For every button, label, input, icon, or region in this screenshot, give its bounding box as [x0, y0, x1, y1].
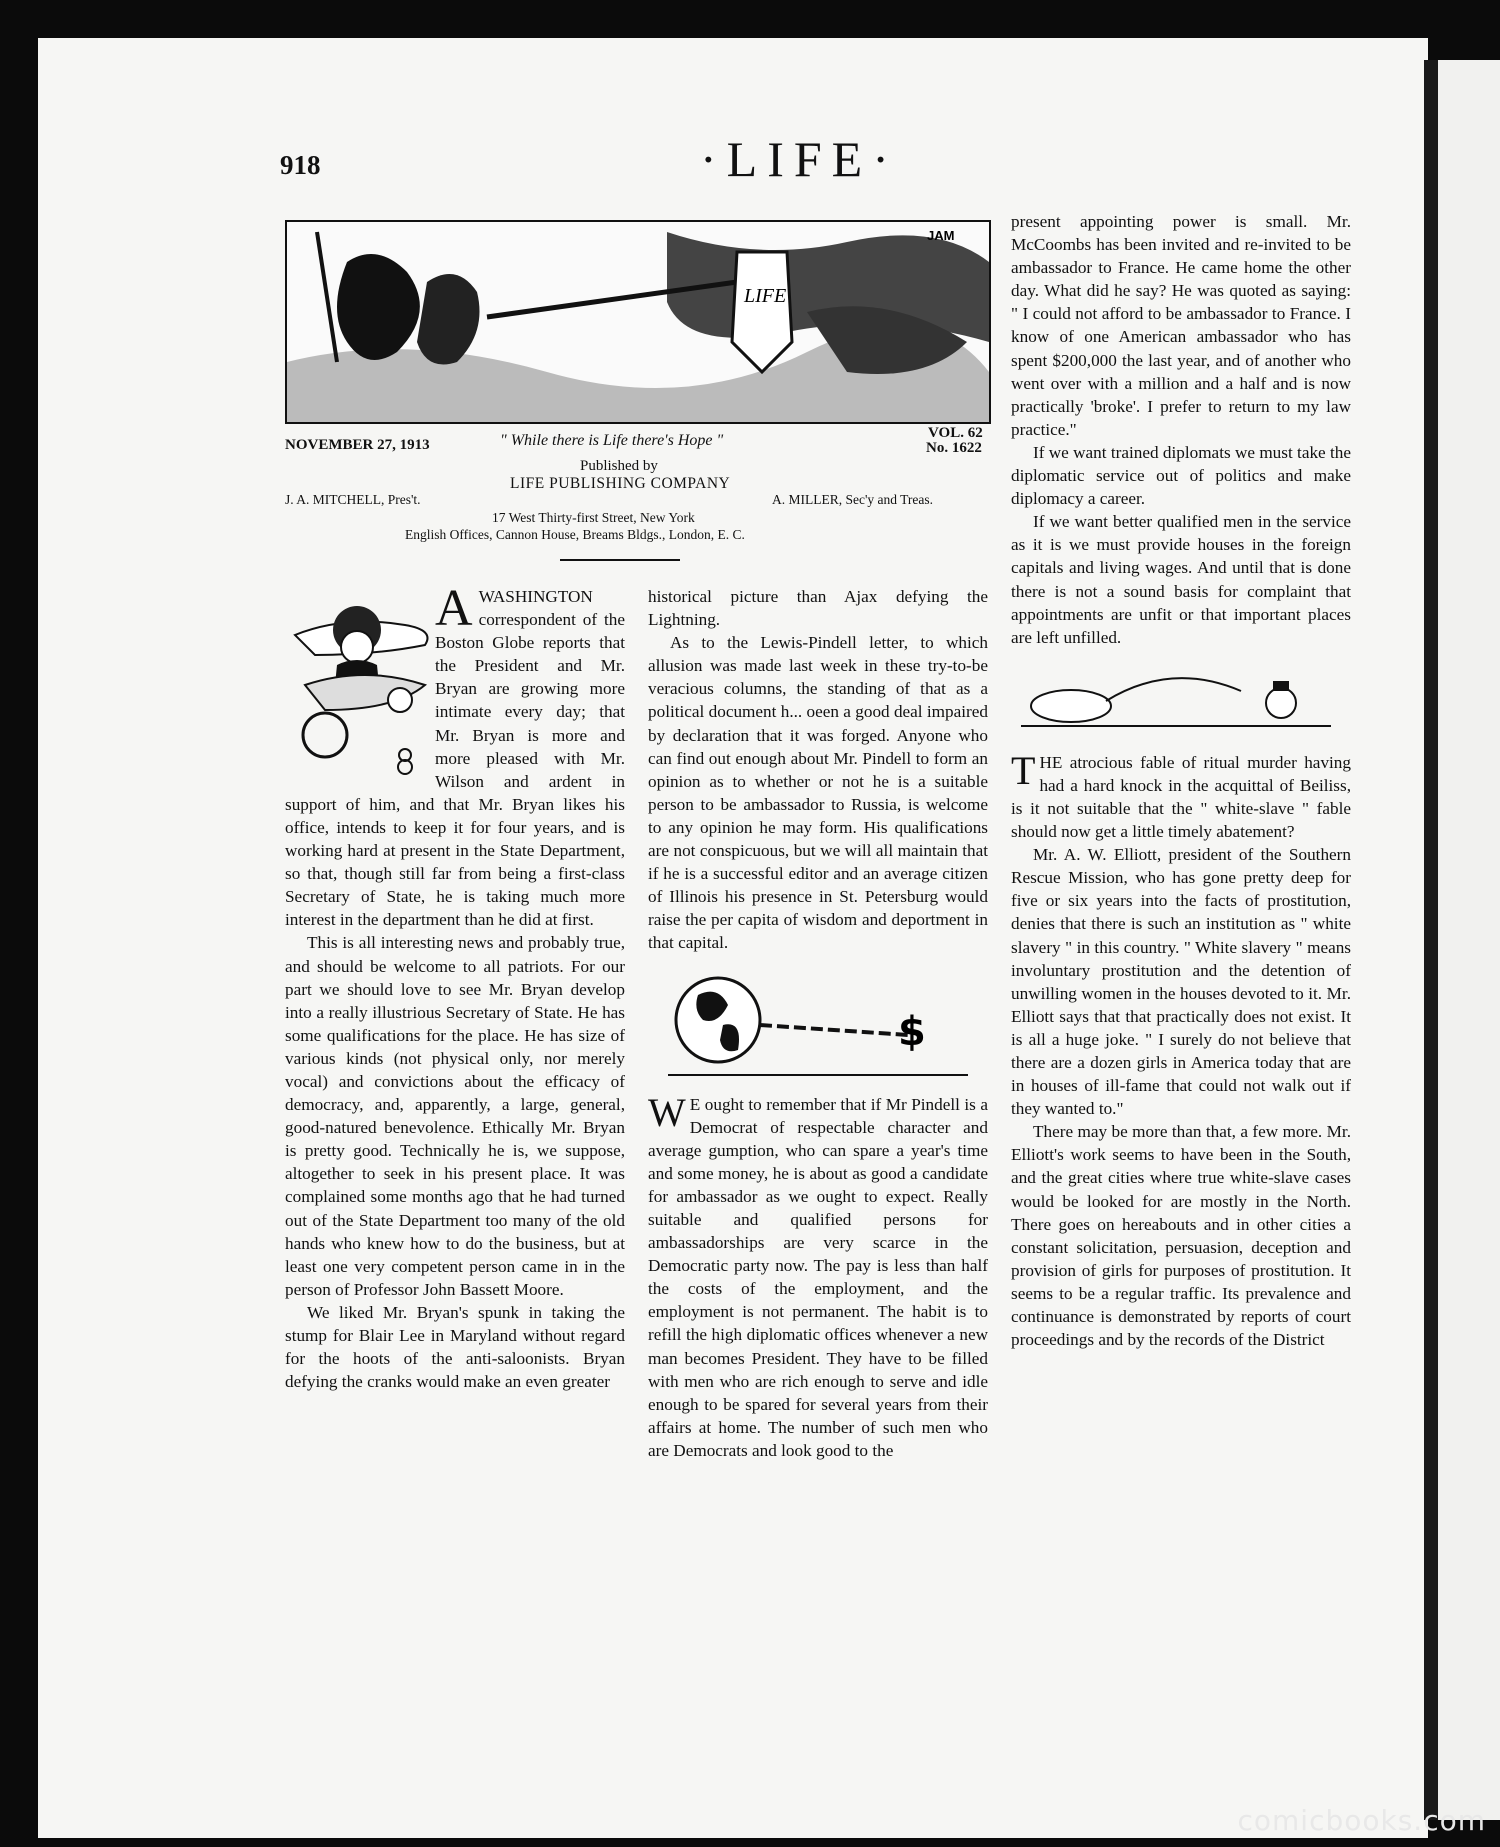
- motto: " While there is Life there's Hope ": [500, 432, 724, 449]
- col2-para-2: As to the Lewis-Pindell letter, to which allusion was made last week in these try-to-be veracious columns, the standing of that as a political document h... oeen a good deal impaired by declaration that it was forged. Anyone who can find out enough about Mr. Pindell to form an opinion as to whether or not he is a suitable person to be ambassador to Russia, is welcome to any opinion he may form. His qualifications are not conspicuous, but we will all maintain that if he is a successful editor and an average citizen of Illinois his presence in St. Petersburg would raise the per capita of wisdom and deportment in that capital.: [648, 633, 988, 953]
- svg-text:$: $: [898, 1008, 926, 1055]
- col1-para-2: This is all interesting news and probably true, and should be welcome to all patriots. For our part we should love to see Mr. Bryan develop into a really illustrious Secretary of State. He has some qualifications for the place. He has size of various kinds (not physical only, nor merely vocal) and convictions about the efficacy of democracy, and, apparently, a large, general, good-natured benevolence. Ethically Mr. Bryan is pretty good. Technically he is, we suppose, altogether to seek in his present place. It was complained some months ago that he had turned out of the State Department too many of the old hands who knew how to do the business, but at least one very competent person came in in the person of Professor John Bassett Moore.: [285, 933, 625, 1299]
- col1-para-1: WASHINGTON correspondent of the Boston Globe reports that the President and Mr. Bryan are growing more intimate every day; that Mr. Bryan is more and more pleased with Mr. Wilson and ardent in support of him, and that Mr. Bryan likes his office, intends to keep it for four years, and is working hard at present in the State Department, so that, though still far from being a first-class Secretary of State, he is taking much more interest in the department than he did at first.: [285, 587, 625, 930]
- facing-page-edge: [1438, 60, 1500, 1820]
- col2-para-3: E ought to remember that if Mr Pindell is a Democrat of respectable character and average gumption, who can spare a year's time and some money, he is about as good a candidate for ambassador as we ought to expect. Really suitable and qualified persons for ambassadorships are very scarce in the Democratic party now. The pay is less than half the costs of the employment, and the employment is not permanent. The habit is to refill the high diplomatic offices whenever a new man becomes President. They have to be filled with men who are rich enough to serve and idle enough to be spared for several years from their affairs at home. The number of such men who are Democrats and look good to the: [648, 1094, 988, 1460]
- publisher-company: LIFE PUBLISHING COMPANY: [510, 475, 731, 492]
- secretary: A. MILLER, Sec'y and Treas.: [772, 492, 934, 507]
- dropcap-w: W: [648, 1089, 686, 1135]
- column-2: [648, 585, 988, 1462]
- artist-signature: JAM: [927, 228, 955, 243]
- address: 17 West Thirty-first Street, New York: [492, 510, 695, 525]
- shield-text: LIFE: [744, 285, 787, 307]
- col3-para-6: There may be more than that, a few more. Mr. Elliott's work seems to have been in the South, and the great cities where true white-slave cases would be looked for are mostly in the North. There goes on hereabouts and in other cities a constant solicitation, persuasion, deception and provision of girls for purposes of prostitution. It seems to be a regular traffic. Its prevalence and continuance is demonstrated by reports of court proceedings and by the records of the District: [1011, 1122, 1351, 1350]
- banner-illustration: [285, 220, 991, 424]
- page-number: 918: [280, 150, 321, 180]
- header-rule: [560, 559, 680, 561]
- column-1: [285, 580, 625, 1393]
- col1-para-3: We liked Mr. Bryan's spunk in taking the stump for Blair Lee in Maryland without regard for the hoots of the anti-saloonists. Bryan defying the cranks would make an even greater: [285, 1302, 625, 1392]
- airplane-illustration: [285, 585, 435, 785]
- scan-left-edge: [0, 0, 38, 1847]
- page-fold: [1424, 60, 1438, 1820]
- col3-para-4: HE atrocious fable of ritual murder having had a hard knock in the acquittal of Beiliss, is it not suitable that the " white-slave " fable should now get a little timely abatement?: [1011, 752, 1351, 842]
- issue-number: No. 1622: [926, 440, 982, 456]
- col3-para-2: If we want trained diplomats we must take the diplomatic service out of politics and make diplomacy a career.: [1011, 442, 1351, 509]
- published-by: Published by: [580, 458, 658, 474]
- goose-illustration: [1011, 661, 1351, 741]
- col3-para-5: Mr. A. W. Elliott, president of the Southern Rescue Mission, who has gone pretty deep for five or six years into the facts of prostitution, denies that there is such an institution as " white slavery " in this country. " White slavery " means involuntary prostitution and the detention of unwilling women in the houses devoted to it. Mr. Elliott says that that practically does not exist. It is all a huge joke. " I surely do not believe that there are a dozen girls in America today that are in houses of ill-fame that could not walk out if they wanted to.": [1011, 845, 1351, 1119]
- dropcap-a: A: [435, 580, 473, 637]
- dropcap-t: T: [1011, 747, 1036, 793]
- issue-date: NOVEMBER 27, 1913: [285, 437, 430, 453]
- col2-para-1: historical picture than Ajax defying the Lightning.: [648, 587, 988, 630]
- president: J. A. MITCHELL, Pres't.: [285, 492, 421, 507]
- col3-para-1: present appointing power is small. Mr. McCoombs has been invited and re-invited to be ambassador to France. He came home the other day. What did he say? He was quoted as saying: " I could not afford to be ambassador to France. I know of one American ambassador who has spent $200,000 the last year, and of another who went over with a million and a half and is now practically 'broke'. I prefer to return to my law practice.": [1011, 212, 1351, 439]
- english-offices: English Offices, Cannon House, Breams Bldgs., London, E. C.: [405, 527, 745, 542]
- volume: VOL. 62: [928, 425, 983, 441]
- col3-para-3: If we want better qualified men in the service as it is we must provide houses in the foreign capitals and living wages. And until that is done there is not a sound basis for complaint that appointments are unfit or that important places are left unfilled.: [1011, 512, 1351, 647]
- watermark: comicbooks.com: [1237, 1804, 1486, 1837]
- masthead-title: ·LIFE·: [700, 131, 899, 187]
- globe-chain-illustration: [648, 965, 988, 1085]
- column-3: [1011, 210, 1351, 1351]
